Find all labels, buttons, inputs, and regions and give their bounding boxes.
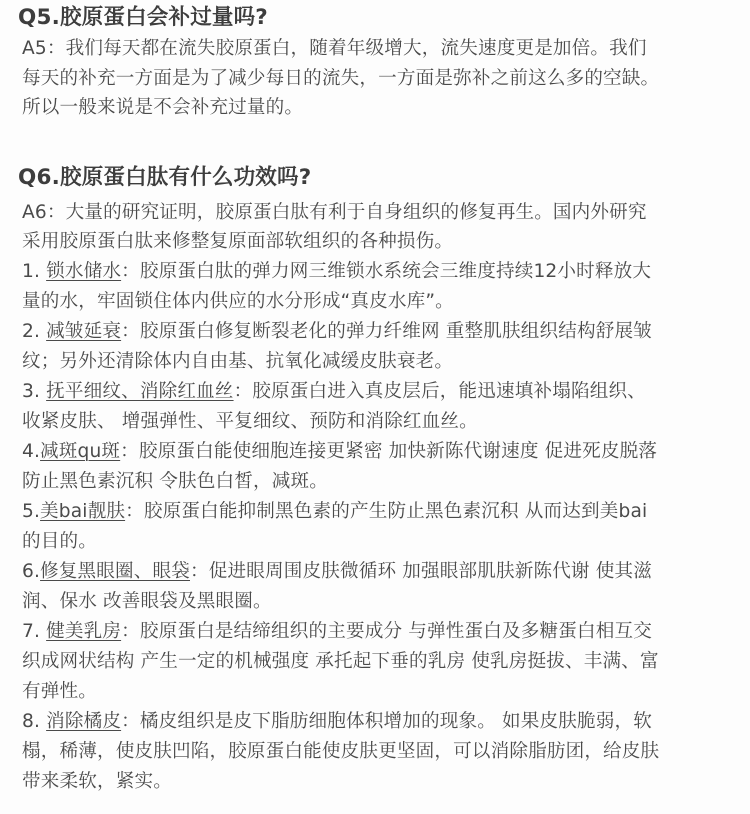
q5-title: Q5.胶原蛋白会补过量吗?: [18, 5, 268, 30]
benefit-item-7: [22, 621, 652, 643]
benefit-number: 5.: [22, 501, 41, 522]
benefit-term: 修复黑眼圈、眼袋: [40, 561, 190, 582]
benefit-number: 6.: [22, 561, 41, 582]
benefit-item-6: [22, 561, 652, 583]
q6-title: Q6.胶原蛋白肽有什么功效吗?: [18, 165, 312, 190]
benefit-text: ：胶原蛋白能抑制黑色素的产生防止黑色素沉积 从而达到美bai: [125, 501, 648, 522]
benefit-item-2-line-2: 纹；另外还清除体内自由基、抗氧化减缓皮肤衰老。: [22, 351, 454, 372]
benefit-item-4: [22, 441, 657, 463]
benefit-term: 消除橘皮: [46, 711, 122, 732]
benefit-text: ：胶原蛋白修复断裂老化的弹力纤维网 重整肌肤组织结构舒展皱: [121, 321, 652, 342]
benefit-item-3-line-2: 收紧皮肤、 增强弹性、平复细纹、预防和消除红血丝。: [22, 411, 478, 432]
q5-answer-line-1: A5：我们每天都在流失胶原蛋白，随着年级增大，流失速度更是加倍。我们: [22, 38, 647, 59]
q6-intro-line-2: 采用胶原蛋白肽来修整复原面部软组织的各种损伤。: [22, 231, 454, 252]
benefit-item-5: [22, 501, 647, 523]
benefit-item-8-line-3: 带来柔软，紧实。: [22, 771, 172, 792]
benefit-item-7-line-3: 有弹性。: [22, 681, 97, 702]
benefit-text: ：橘皮组织是皮下脂肪细胞体积增加的现象。 如果皮肤脆弱，软: [121, 711, 652, 732]
benefit-item-6-line-2: 润、保水 改善眼袋及黑眼圈。: [22, 591, 272, 612]
benefit-item-3: [22, 381, 646, 403]
benefit-number: 4.: [22, 441, 41, 462]
benefit-number: 3.: [22, 381, 47, 402]
benefit-term: 减斑qu斑: [40, 441, 121, 462]
benefit-item-8: [22, 711, 652, 733]
benefit-term: 美bai靓肤: [40, 501, 126, 522]
q6-intro-line-1: A6：大量的研究证明，胶原蛋白肽有利于自身组织的修复再生。国内外研究: [22, 202, 647, 223]
benefit-term: 锁水储水: [46, 261, 122, 282]
benefit-item-1-line-2: 量的水，牢固锁住体内供应的水分形成“真皮水库”。: [22, 291, 454, 312]
benefit-item-4-line-2: 防止黑色素沉积 令肤色白皙，减斑。: [22, 471, 328, 492]
benefit-text: ：胶原蛋白肽的弹力网三维锁水系统会三维度持续12小时释放大: [121, 261, 652, 282]
benefit-item-7-line-2: 织成网状结构 产生一定的机械强度 承托起下垂的乳房 使乳房挺拔、丰满、富: [22, 651, 659, 672]
benefit-number: 2.: [22, 321, 47, 342]
benefit-number: 8.: [22, 711, 47, 732]
q5-answer-line-2: 每天的补充一方面是为了减少每日的流失，一方面是弥补之前这么多的空缺。: [22, 68, 660, 89]
benefit-number: 1.: [22, 261, 47, 282]
benefit-item-2: [22, 321, 652, 343]
benefit-item-1: [22, 261, 651, 283]
benefit-text: ：胶原蛋白是结缔组织的主要成分 与弹性蛋白及多糖蛋白相互交: [121, 621, 652, 642]
benefit-number: 7.: [22, 621, 47, 642]
benefit-term: 健美乳房: [46, 621, 122, 642]
benefit-term: 抚平细纹、消除红血丝: [46, 381, 234, 402]
q5-answer-line-3: 所以一般来说是不会补充过量的。: [22, 97, 304, 118]
benefit-term: 减皱延衰: [46, 321, 122, 342]
benefit-text: ：促进眼周围皮肤微循环 加强眼部肌肤新陈代谢 使其滋: [190, 561, 652, 582]
benefit-item-8-line-2: 榻，稀薄，使皮肤凹陷，胶原蛋白能使皮肤更坚固，可以消除脂肪团，给皮肤: [22, 741, 660, 762]
benefit-text: ：胶原蛋白进入真皮层后，能迅速填补塌陷组织、: [233, 381, 646, 402]
benefit-item-5-line-2: 的目的。: [22, 531, 97, 552]
benefit-text: ：胶原蛋白能使细胞连接更紧密 加快新陈代谢速度 促进死皮脱落: [120, 441, 658, 462]
